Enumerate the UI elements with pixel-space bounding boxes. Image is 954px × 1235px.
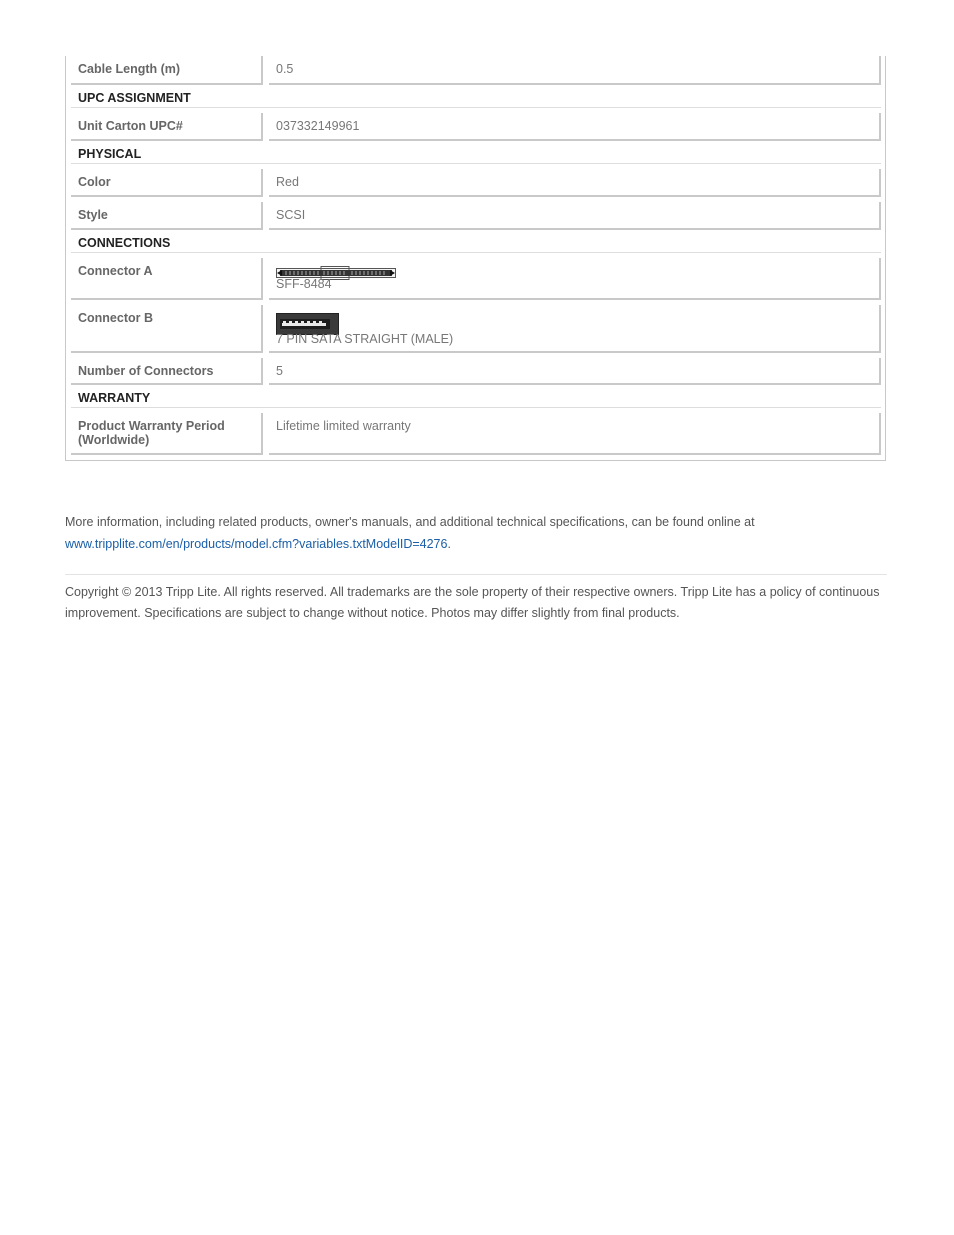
more-info-text xyxy=(65,511,895,555)
row-label: Color xyxy=(71,169,263,197)
row-value xyxy=(269,258,881,300)
table-row xyxy=(66,113,885,141)
row-value: Lifetime limited warranty xyxy=(269,413,881,455)
row-value: Red xyxy=(269,169,881,197)
table-row xyxy=(66,56,885,85)
table-row xyxy=(66,258,885,300)
section-header-upc: UPC ASSIGNMENT xyxy=(71,85,881,108)
row-label: Number of Connectors xyxy=(71,358,263,385)
row-value: 0.5 xyxy=(269,56,881,85)
table-row xyxy=(66,202,885,230)
section-header-physical: PHYSICAL xyxy=(71,141,881,164)
section-header-warranty: WARRANTY xyxy=(71,385,881,408)
table-row xyxy=(66,413,885,455)
table-row xyxy=(66,169,885,197)
row-value: SCSI xyxy=(269,202,881,230)
table-row xyxy=(66,305,885,353)
row-label: Style xyxy=(71,202,263,230)
copyright-notice: Copyright © 2013 Tripp Lite. All rights reserved. All trademarks are the sole property of their respective owners. Tripp Lite has a policy of continuous improvement. Specifications are subject to change without notice. Photos may differ slightly from final products. xyxy=(65,585,880,620)
row-value xyxy=(269,305,881,353)
row-value: 5 xyxy=(269,358,881,385)
more-info-sentence: More information, including related products, owner's manuals, and additional technical specifications, can be found online at xyxy=(65,515,755,529)
specifications-table xyxy=(65,56,886,461)
row-label: Product Warranty Period (Worldwide) xyxy=(71,413,263,455)
connector-a-type: SFF-8484 xyxy=(276,277,332,291)
row-label: Connector B xyxy=(71,305,263,353)
row-label: Cable Length (m) xyxy=(71,56,263,85)
link-suffix: . xyxy=(447,537,451,551)
connector-b-type: 7 PIN SATA STRAIGHT (MALE) xyxy=(276,332,454,346)
footer-divider xyxy=(65,574,887,575)
row-label: Connector A xyxy=(71,258,263,300)
table-row xyxy=(66,358,885,385)
section-header-connections: CONNECTIONS xyxy=(71,230,881,253)
row-label: Unit Carton UPC# xyxy=(71,113,263,141)
product-page-link[interactable]: www.tripplite.com/en/products/model.cfm?variables.txtModelID=4276 xyxy=(65,537,448,551)
row-value: 037332149961 xyxy=(269,113,881,141)
